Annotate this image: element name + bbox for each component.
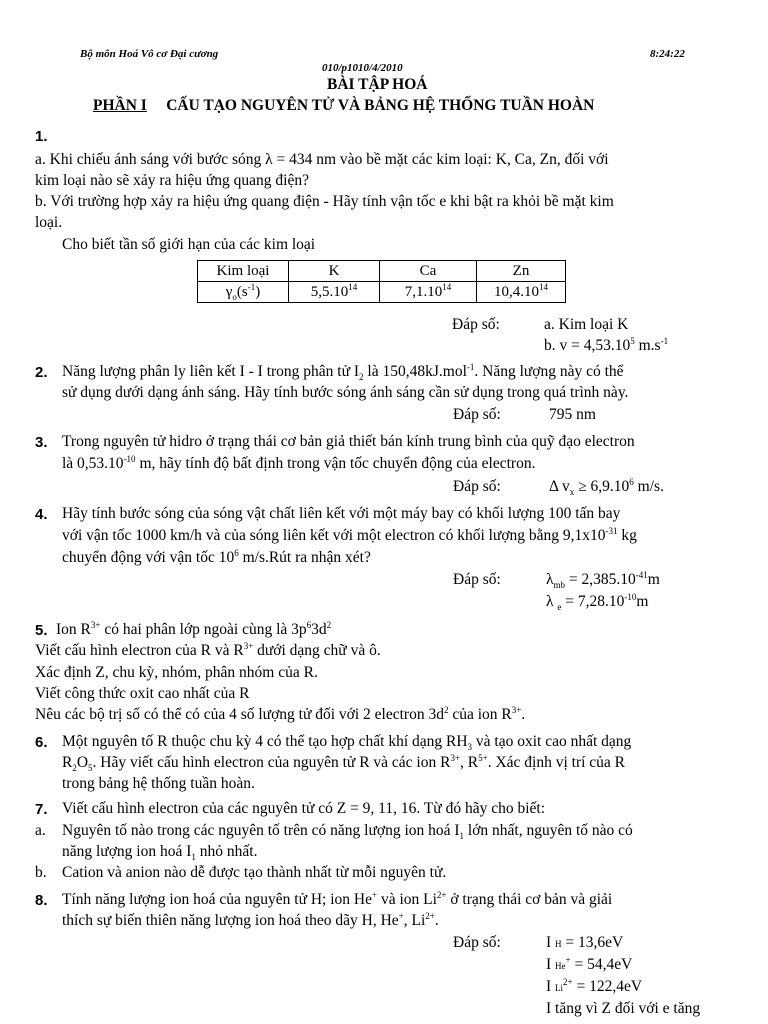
q5-line: Xác định Z, chu kỳ, nhóm, phân nhóm của R. xyxy=(35,664,318,681)
question-number: 5. xyxy=(35,622,48,639)
part-heading xyxy=(93,97,594,115)
q2-line: sử dụng dưới dạng ánh sáng. Hãy tính bước sóng ánh sáng cần sử dụng trong quá trình này. xyxy=(62,384,629,401)
q5-line: Nêu các bộ trị số có thể có của 4 số lượng tử đối với 2 electron $3d^2$ của ion $R^{3+}$. xyxy=(35,704,526,723)
question-number: 1. xyxy=(35,128,48,145)
q5-line: Ion $R^{3+}$ có hai phân lớp ngoài cùng là $3p^63d^2$ xyxy=(56,619,332,638)
part-text: CẤU TẠO NGUYÊN TỬ VÀ BẢNG HỆ THỐNG TUẦN HOÀN xyxy=(166,97,595,114)
answer-label: Đáp số: xyxy=(453,934,501,951)
q8-line: Tính năng lượng ion hoá của nguyên tử H; ion He+ và ion $Li^{2+}$ ở trạng thái cơ bản và giải xyxy=(62,889,613,908)
table-row xyxy=(198,282,566,303)
table-row xyxy=(198,261,566,282)
table-cell: 7,1.10$^{14}$ xyxy=(380,282,477,303)
table-header-cell: Ca xyxy=(380,261,477,282)
q4-line: chuyển động với vận tốc $10^6$ m/s.Rút ra nhận xét? xyxy=(62,547,371,566)
part-label: PHẦN I xyxy=(93,97,147,114)
answer-value: λ $_e = 7,28.10^{-10}m$ xyxy=(546,591,649,613)
table-cell: 5,5.10$^{14}$ xyxy=(289,282,380,303)
question-number: 3. xyxy=(35,434,48,451)
question-number: 2. xyxy=(35,364,48,381)
question-number: 8. xyxy=(35,892,48,909)
table-header-cell: K xyxy=(289,261,380,282)
header-time: 8:24:22 xyxy=(650,48,685,60)
table-header-cell: Zn xyxy=(477,261,566,282)
question-number: 4. xyxy=(35,506,48,523)
q7-line: Viết cấu hình electron của các nguyên tử có Z = 9, 11, 16. Từ đó hãy cho biết: xyxy=(62,800,546,817)
q4-line: với vận tốc 1000 km/h và của sóng liên kết với một electron có khối lượng bằng $9,1x10^{-31}$ kg xyxy=(62,525,637,544)
answer-value: I $Li^{2+} = 122,4eV$ xyxy=(546,976,643,995)
q6-line: trong bảng hệ thống tuần hoàn. xyxy=(62,775,255,792)
table-header-cell: Kim loại xyxy=(198,261,289,282)
q1-line: kim loại nào sẽ xảy ra hiệu ứng quang điện? xyxy=(35,172,309,189)
q7-line: Cation và anion nào dễ được tạo thành nhất từ mỗi nguyên tử. xyxy=(62,864,447,881)
q7-item-label: b. xyxy=(35,864,47,881)
answer-label: Đáp số: xyxy=(453,571,501,588)
table-cell: 10,4.10$^{14}$ xyxy=(477,282,566,303)
q1-given: Cho biết tần số giới hạn của các kim loại xyxy=(62,236,316,253)
q6-line: $R_2O_5$. Hãy viết cấu hình electron của nguyên tử R và các ion $R^{3+}$, $R^{5+}$. Xác định vị trí của R xyxy=(62,752,626,774)
answer-value: I tăng vì Z đối với e tăng xyxy=(546,1000,701,1017)
q1-line: loại. xyxy=(35,214,63,231)
q7-item-label: a. xyxy=(35,822,46,839)
q7-line: Nguyên tố nào trong các nguyên tố trên có năng lượng ion hoá $I_1$ lớn nhất, nguyên tố nào có xyxy=(62,822,633,842)
header-department: Bộ môn Hoá Vô cơ Đại cương xyxy=(80,48,219,60)
table-cell: $\gamma_o(s^{-1})$ xyxy=(198,282,289,303)
doc-title: BÀI TẬP HOÁ xyxy=(327,76,428,93)
answer-label: Đáp số: xyxy=(453,478,501,495)
q7-line: năng lượng ion hoá $I_1$ nhỏ nhất. xyxy=(62,843,258,863)
q5-line: Viết công thức oxit cao nhất của R xyxy=(35,685,250,702)
question-number: 6. xyxy=(35,734,48,751)
q1-line: b. Với trường hợp xảy ra hiệu ứng quang điện - Hãy tính vận tốc e khi bật ra khỏi bề mặt kim xyxy=(35,193,614,210)
answer-value: Δ $v_x \ge 6,9.10^6$ m/s. xyxy=(549,476,664,498)
header-code: 010/p1010/4/2010 xyxy=(322,62,403,74)
q1-line: a. Khi chiếu ánh sáng với bước sóng λ = 434 nm vào bề mặt các kim loại: K, Ca, Zn, đối với xyxy=(35,151,609,168)
q6-line: Một nguyên tố R thuộc chu kỳ 4 có thể tạo hợp chất khí dạng $RH_3$ và tạo oxit cao nhất dạng xyxy=(62,733,632,753)
cutoff-frequency-table xyxy=(197,260,566,303)
answer-value: I He+ = 54,4eV xyxy=(546,954,633,973)
question-number: 7. xyxy=(35,801,48,818)
answer-label: Đáp số: xyxy=(453,406,501,423)
q2-line: Năng lượng phân ly liên kết I - I trong phân tử $I_2$ là 150,48kJ.mol$^{-1}$. Năng lượng này có thể xyxy=(62,361,624,383)
answer-label: Đáp số: xyxy=(452,316,500,333)
answer-value: I H = 13,6eV xyxy=(546,934,624,951)
q3-line: Trong nguyên tử hidro ở trạng thái cơ bản giả thiết bán kính trung bình của quỹ đạo electron xyxy=(62,433,635,450)
q4-line: Hãy tính bước sóng của sóng vật chất liên kết với một máy bay có khối lượng 100 tấn bay xyxy=(62,505,621,522)
answer-value: b. $v = 4,53.10^5$ $m.s^{-1}$ xyxy=(544,335,669,354)
answer-value: $\lambda_{mb} = 2,385.10^{-41}m$ xyxy=(546,569,660,591)
answer-value: a. Kim loại K xyxy=(544,316,629,333)
q3-line: là $0,53.10^{-10}$ m, hãy tính độ bất định trong vận tốc chuyển động của electron. xyxy=(62,453,536,472)
q5-line: Viết cấu hình electron của R và $R^{3+}$ dưới dạng chữ và ô. xyxy=(35,640,381,659)
q8-line: thích sự biến thiên năng lượng ion hoá theo dãy H, He+, $Li^{2+}$. xyxy=(62,910,439,929)
answer-value: 795 nm xyxy=(549,406,596,423)
